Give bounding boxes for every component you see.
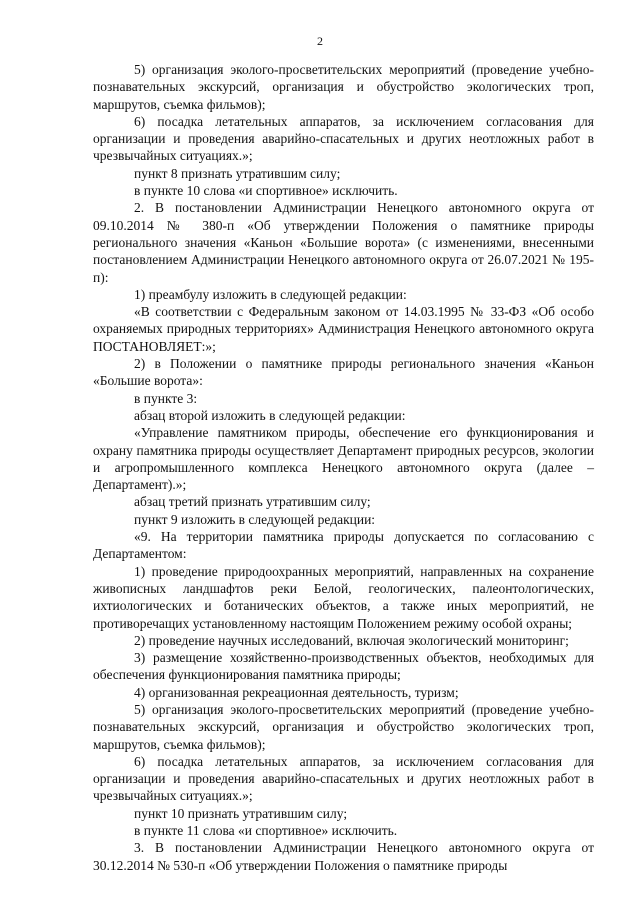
paragraph-section-3: 3. В постановлении Администрации Ненецкого автономного округа от 30.12.2014 № 530-п «Об утверждении Положения о памятнике природы <box>93 840 594 873</box>
paragraph-preamble-instruction: 1) преамбулу изложить в следующей редакции: <box>134 286 407 302</box>
paragraph-list-item-6: 6) посадка летательных аппаратов, за исключением согласования для организации и проведения аварийно-спасательных и других неотложных работ в чрезвычайных ситуациях.»; <box>93 753 594 804</box>
paragraph-preamble-text: «В соответствии с Федеральным законом от 14.03.1995 № 33-ФЗ «Об особо охраняемых природных территориях» Администрация Ненецкого автономного округа ПОСТАНОВЛЯЕТ:»; <box>93 304 594 354</box>
paragraph-point-9-instruction: пункт 9 изложить в следующей редакции: <box>134 511 376 527</box>
paragraph-list-item-2: 2) проведение научных исследований, включая экологический мониторинг; <box>134 632 569 648</box>
paragraph-point-8-void: пункт 8 признать утратившим силу; <box>134 165 341 181</box>
paragraph-point-10-edit: в пункте 10 слова «и спортивное» исключить. <box>134 183 398 199</box>
paragraph-regulation-intro: 2) в Положении о памятнике природы регионального значения «Каньон «Большие ворота»: <box>93 356 594 389</box>
paragraph-third-subparagraph-void: абзац третий признать утратившим силу; <box>134 494 371 510</box>
paragraph-list-item-5: 5) организация эколого-просветительских мероприятий (проведение учебно-познавательных экскурсий, организация и обустройство экологических троп, маршрутов, съемка фильмов); <box>93 701 594 752</box>
paragraph-section-2: 2. В постановлении Администрации Ненецкого автономного округа от 09.10.2014 № 380-п «Об утверждении Положения о памятнике природы регионального значения «Каньон «Большие ворота» (с изменениями, внесенными постановлением Администрации Ненецкого автономного округа от 26.07.2021 № 195-п): <box>93 200 594 285</box>
paragraph-point-11-edit: в пункте 11 слова «и спортивное» исключить. <box>134 823 398 839</box>
paragraph-point-10-void: пункт 10 признать утратившим силу; <box>134 805 348 821</box>
page-number: 2 <box>317 34 323 48</box>
paragraph-list-item-1: 1) проведение природоохранных мероприятий, направленных на сохранение живописных ландшафтов реки Белой, геологических, палеонтологических, ихтиологических и ботанических объектов, а также иных мероприятий, не противоречащих установленному настоящим Положением режиму особой охраны; <box>93 563 594 631</box>
paragraph-point-9-text: «9. На территории памятника природы допускается по согласованию с Департаментом: <box>93 529 594 562</box>
document-body <box>93 61 594 874</box>
paragraph-list-item-3: 3) размещение хозяйственно-производственных объектов, необходимых для обеспечения функционирования памятника природы; <box>93 650 594 683</box>
paragraph-management-text: «Управление памятником природы, обеспечение его функционирования и охрану памятника природы осуществляет Департамент природных ресурсов, экологии и агропромышленного комплекса Ненецкого автономного округа (далее – Департамент).»; <box>93 425 594 493</box>
paragraph-item-5-event-organization: 5) организация эколого-просветительских мероприятий (проведение учебно-познавательных экскурсий, организация и обустройство экологических троп, маршрутов, съемка фильмов); <box>93 62 594 112</box>
paragraph-second-subparagraph: абзац второй изложить в следующей редакции: <box>134 407 406 423</box>
paragraph-list-item-4: 4) организованная рекреационная деятельность, туризм; <box>134 684 459 700</box>
paragraph-point-3: в пункте 3: <box>134 390 198 406</box>
paragraph-item-6-aircraft-landing: 6) посадка летательных аппаратов, за исключением согласования для организации и проведения аварийно-спасательных и других неотложных работ в чрезвычайных ситуациях.»; <box>93 113 594 164</box>
